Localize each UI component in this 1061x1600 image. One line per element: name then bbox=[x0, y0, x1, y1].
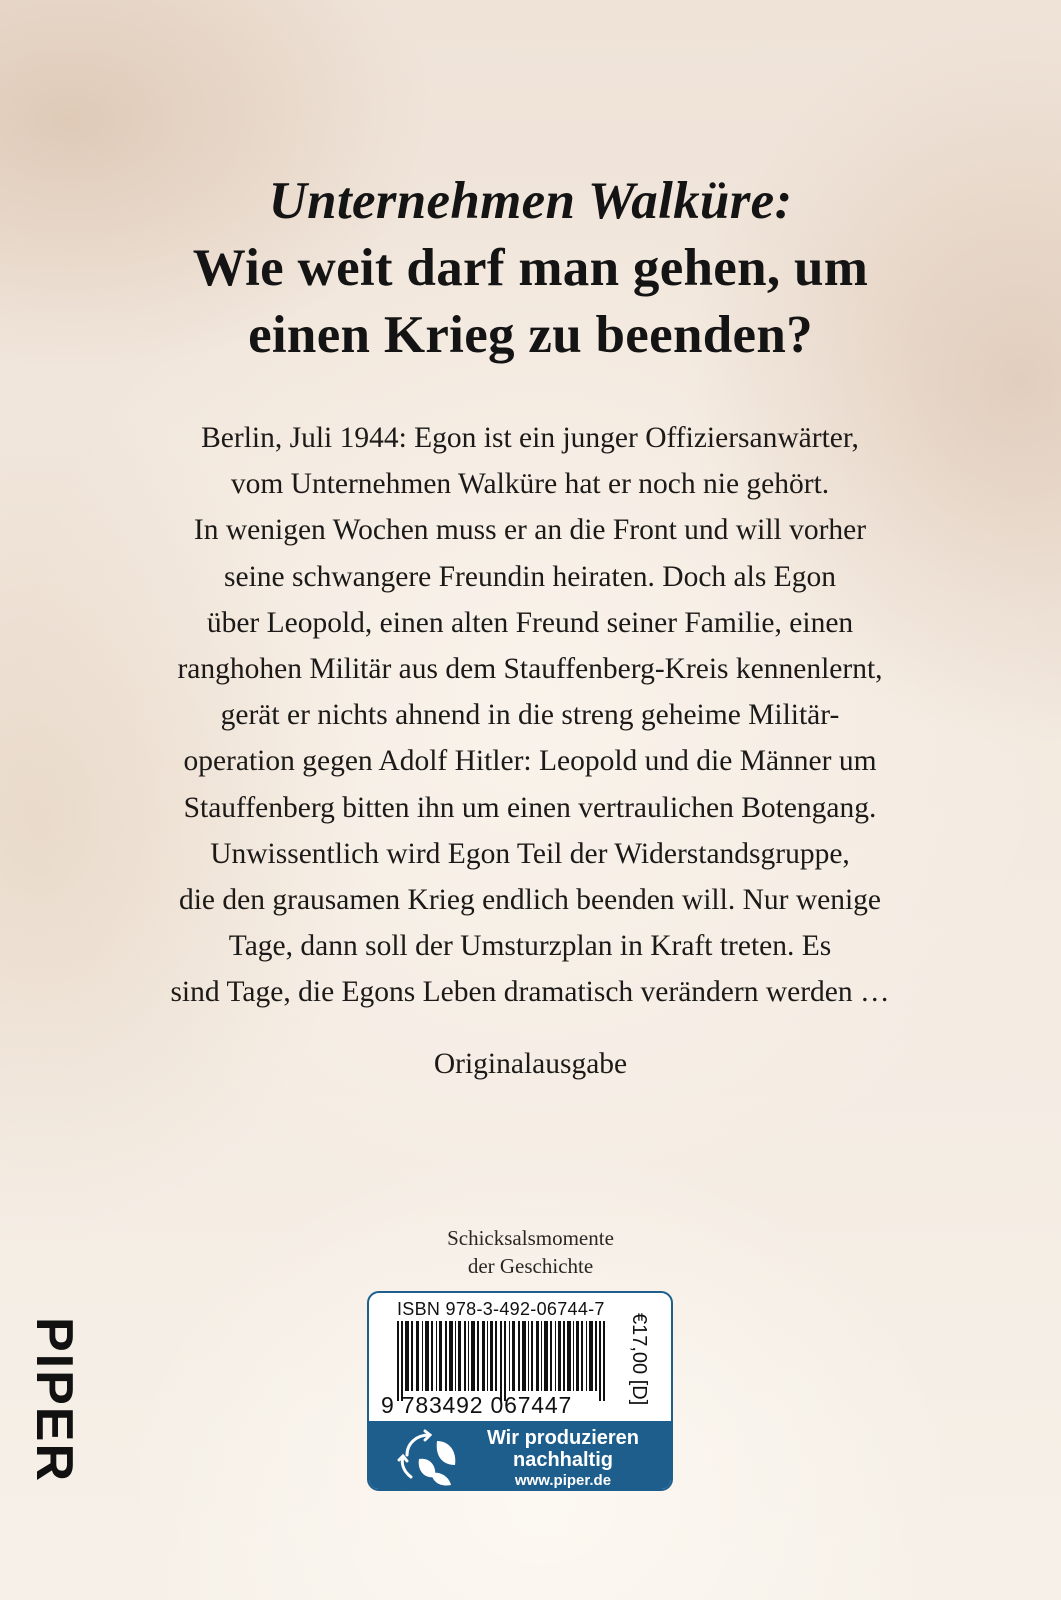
isbn-label: ISBN 978-3-492-06744-7 bbox=[397, 1299, 605, 1319]
blurb-line: die den grausamen Krieg endlich beenden will. Nur wenige bbox=[178, 884, 882, 917]
series-label bbox=[0, 1224, 1061, 1280]
headline bbox=[0, 168, 1061, 369]
publisher-name: PIPER bbox=[25, 1316, 83, 1484]
recycle-leaf-icon bbox=[397, 1429, 461, 1487]
headline-line-3: einen Krieg zu beenden? bbox=[248, 306, 813, 364]
eco-line-1: Wir produzieren bbox=[486, 1427, 640, 1449]
blurb-line: In wenigen Wochen muss er an die Front und will vorher bbox=[193, 514, 867, 547]
blurb-line: Unwissentlich wird Egon Teil der Widerstandsgruppe, bbox=[210, 837, 850, 870]
blurb-line: sind Tage, die Egons Leben dramatisch verändern werden … bbox=[170, 976, 890, 1009]
blurb-line: seine schwangere Freundin heiraten. Doch als Egon bbox=[224, 560, 836, 593]
sustainability-text bbox=[473, 1427, 653, 1491]
blurb-line: gerät er nichts ahnend in die streng geheime Militär- bbox=[220, 699, 840, 732]
publisher-logo bbox=[25, 1305, 83, 1495]
publisher-url: www.piper.de bbox=[514, 1472, 612, 1489]
price-label: €17,00 [D] bbox=[628, 1313, 650, 1406]
barcode-icon bbox=[391, 1321, 631, 1401]
headline-line-1: Unternehmen Walküre: bbox=[268, 172, 793, 230]
blurb-line: vom Unternehmen Walküre hat er noch nie gehört. bbox=[230, 468, 830, 501]
edition-label: Originalausgabe bbox=[433, 1048, 628, 1080]
blurb-line: über Leopold, einen alten Freund seiner Familie, einen bbox=[206, 606, 854, 639]
barcode-digits: 9 783492 067447 bbox=[381, 1392, 573, 1418]
headline-line-2: Wie weit darf man gehen, um bbox=[192, 239, 869, 297]
blurb-text bbox=[130, 415, 930, 1016]
blurb-line: Berlin, Juli 1944: Egon ist ein junger Offiziersanwärter, bbox=[201, 422, 859, 454]
isbn-barcode-box bbox=[367, 1291, 673, 1491]
blurb-line: Stauffenberg bitten ihn um einen vertraulichen Botengang. bbox=[183, 791, 877, 824]
eco-line-2: nachhaltig bbox=[512, 1449, 613, 1471]
blurb-line: Tage, dann soll der Umsturzplan in Kraft treten. Es bbox=[228, 930, 832, 963]
series-line-2: der Geschichte bbox=[467, 1254, 594, 1278]
series-line-1: Schicksalsmomente bbox=[447, 1226, 614, 1250]
blurb-line: ranghohen Militär aus dem Stauffenberg-Kreis kennenlernt, bbox=[177, 653, 883, 686]
sustainability-band bbox=[369, 1421, 671, 1489]
blurb-line: operation gegen Adolf Hitler: Leopold und die Männer um bbox=[183, 745, 877, 778]
